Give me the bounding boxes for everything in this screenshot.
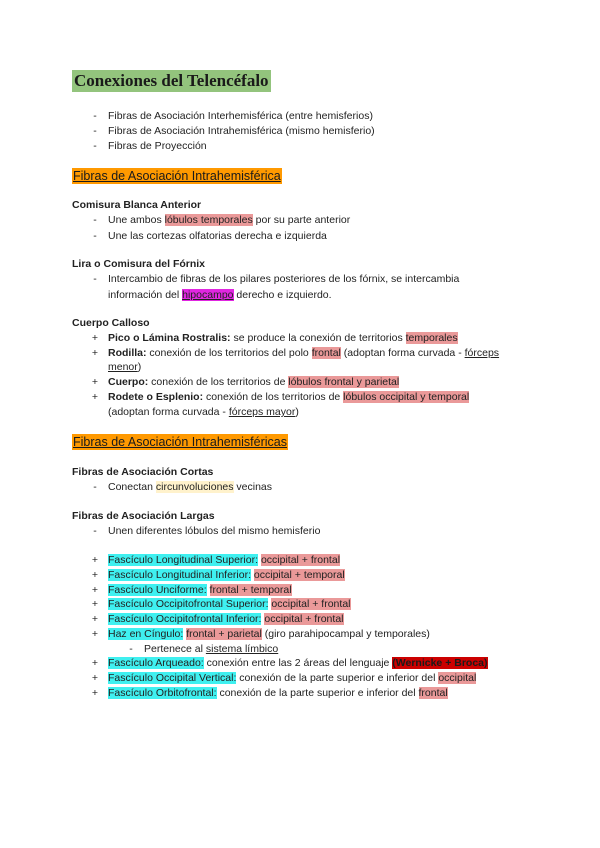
- plus-bullet: +: [91, 347, 99, 359]
- plus-bullet: +: [91, 687, 99, 699]
- highlight: Fascículo Occipitofrontal Inferior:: [108, 613, 262, 625]
- highlight: hipocampo: [182, 289, 234, 301]
- highlight: (Wernicke + Broca): [392, 657, 488, 669]
- highlight: occipital: [438, 672, 477, 684]
- dash-bullet: -: [93, 273, 97, 285]
- highlight: Fascículo Longitudinal Inferior:: [108, 569, 251, 581]
- highlight: lóbulos occipital y temporal: [343, 391, 470, 403]
- plus-bullet: +: [91, 569, 99, 581]
- plus-bullet: +: [91, 332, 99, 344]
- subheading-cuerpo-calloso: Cuerpo Calloso: [72, 317, 150, 329]
- dash-bullet: -: [129, 643, 133, 655]
- highlight: frontal + parietal: [186, 628, 262, 640]
- plus-bullet: +: [91, 584, 99, 596]
- highlight: Fascículo Longitudinal Superior:: [108, 554, 259, 566]
- highlight: frontal: [418, 687, 448, 699]
- highlight: occipital + frontal: [271, 598, 351, 610]
- plus-bullet: +: [91, 598, 99, 610]
- dash-bullet: -: [93, 140, 97, 152]
- highlight: frontal: [311, 347, 341, 359]
- highlight: frontal + temporal: [209, 584, 292, 596]
- highlight: circunvoluciones: [155, 481, 234, 493]
- highlight: Fascículo Occipitofrontal Superior:: [108, 598, 269, 610]
- highlight: Fascículo Orbitofrontal:: [108, 687, 217, 699]
- highlight: occipital + frontal: [264, 613, 344, 625]
- section-heading-intrahemisfericas: Fibras de Asociación Intrahemisféricas: [73, 435, 287, 449]
- highlight: temporales: [405, 332, 458, 344]
- plus-bullet: +: [91, 376, 99, 388]
- highlight: Fascículo Arqueado:: [108, 657, 204, 669]
- highlight: occipital + frontal: [260, 554, 341, 566]
- plus-bullet: +: [91, 672, 99, 684]
- highlight: occipital + temporal: [253, 569, 345, 581]
- subheading-cortas: Fibras de Asociación Cortas: [72, 466, 214, 478]
- dash-bullet: -: [93, 525, 97, 537]
- section-heading-intrahemisferica: Fibras de Asociación Intrahemisférica: [73, 169, 281, 183]
- subheading-largas: Fibras de Asociación Largas: [72, 510, 215, 522]
- highlight: Fascículo Unciforme:: [108, 584, 207, 596]
- dash-bullet: -: [93, 110, 97, 122]
- dash-bullet: -: [93, 230, 97, 242]
- highlight: lóbulos frontal y parietal: [288, 376, 400, 388]
- plus-bullet: +: [91, 554, 99, 566]
- subheading-lira: Lira o Comisura del Fórnix: [72, 258, 206, 270]
- highlight: lóbulos temporales: [164, 214, 253, 226]
- highlight: Fascículo Occipital Vertical:: [108, 672, 237, 684]
- subheading-comisura-blanca: Comisura Blanca Anterior: [72, 199, 202, 211]
- dash-bullet: -: [93, 125, 97, 137]
- dash-bullet: -: [93, 481, 97, 493]
- plus-bullet: +: [91, 657, 99, 669]
- plus-bullet: +: [91, 628, 99, 640]
- plus-bullet: +: [91, 613, 99, 625]
- document-page: Conexiones del Telencéfalo - Fibras de Asociación Interhemisférica (entre hemisferios) - Fibras de Asociación Intrahemisférica (mismo hemisferio) - Fibras de Proyección Fibras de Asociación Intrahemisférica Comisura Blanca Anterior - Une ambos lóbulos temporales por su parte anterior - Une las cortezas olfatorias derecha e izquierda Lira o Comisura del Fórnix - Intercambio de fibras de los pilares posteriores de los fórnix, se intercambia información del hipocampo derecho e izquierdo. Cuerpo Calloso + Pico o Lámina Rostralis: se produce la conexión de territorios temporales + Rodilla: conexión de los territorios del polo frontal (adoptan forma curvada - fórceps menor) + Cuerpo: conexión de los territorios de lóbulos frontal y parietal + Rodete o Esplenio: conexión de los territorios de lóbulos occipital y temporal (adoptan forma curvada - fórceps mayor) Fibras de Asociación Intrahemisféricas Fibras de Asociación Cortas - Conectan circunvoluciones vecinas Fibras de Asociación Largas - Unen diferentes lóbulos del mismo hemisferio + Fascículo Longitudinal Superior: occipital + frontal + Fascículo Longitudinal Inferior: occipital + temporal + Fascículo Unciforme: frontal + temporal + Fascículo Occipitofrontal Superior: occipital + frontal + Fascículo Occipitofrontal Inferior: occipital + frontal + Haz en Cíngulo: frontal + parietal (giro parahipocampal y temporales) - Pertenece al sistema límbico + Fascículo Arqueado: conexión entre las 2 áreas del lenguaje (Wernicke + Broca) + Fascículo Occipital Vertical: conexión de la parte superior e inferior del occipital + Fascículo Orbitofrontal: conexión de la parte superior e inferior del frontal: [72, 71, 500, 699]
- plus-bullet: +: [91, 391, 99, 403]
- page-title: Conexiones del Telencéfalo: [74, 71, 269, 90]
- highlight: Haz en Cíngulo:: [108, 628, 184, 640]
- dash-bullet: -: [93, 214, 97, 226]
